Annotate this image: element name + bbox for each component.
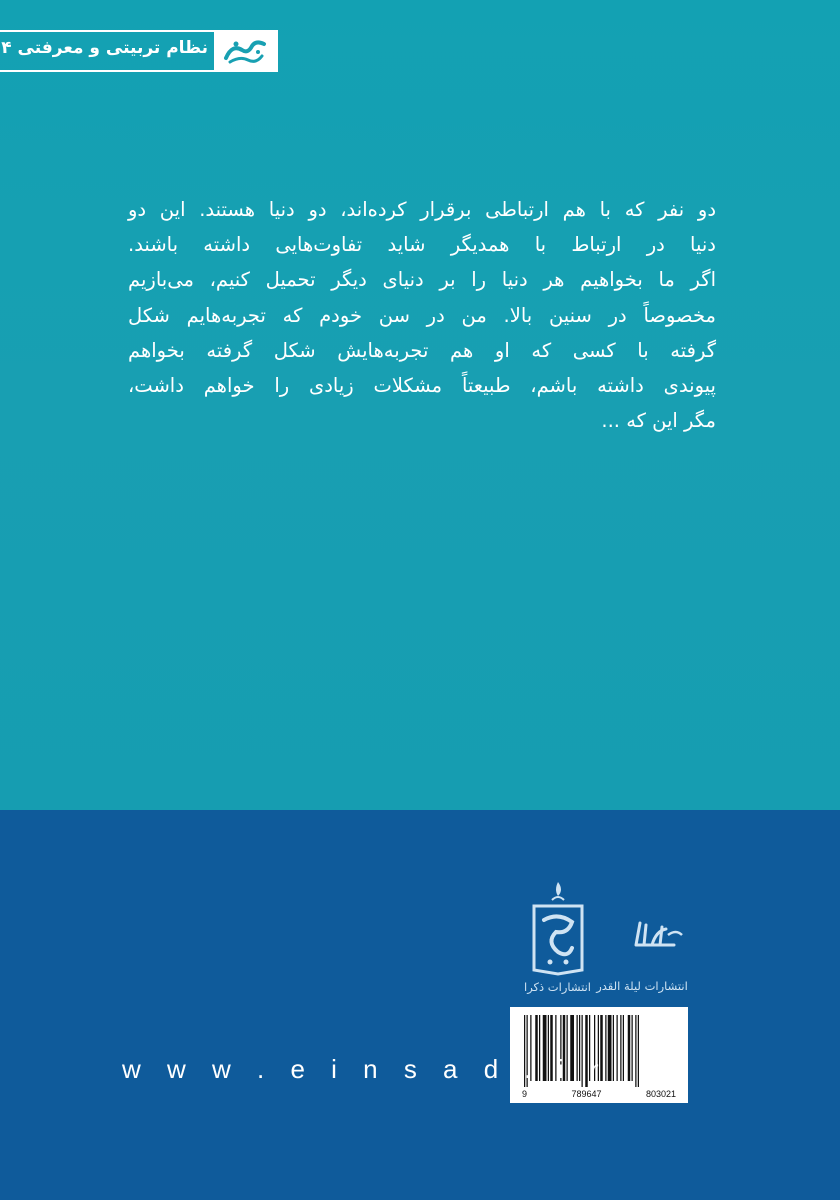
blurb-line: مگر این که ... [601, 409, 716, 433]
laylat-publisher-caption: انتشارات لیلة القدر [596, 979, 688, 993]
website-url[interactable]: w w w . e i n s a d . i r [122, 1054, 609, 1084]
blurb-line: مخصوصاً در سنین بالا. من در سن خودم که تجربه‌هایم شکل [128, 303, 716, 327]
blurb-line: پیوندی داشته باشم، طبیعتاً مشکلات زیادی را خواهم داشت، [128, 374, 716, 398]
series-logo [214, 32, 276, 70]
series-band [0, 30, 278, 72]
zekra-publisher-caption: انتشارات ذکرا [524, 980, 591, 994]
barcode-right-group: 803021 [645, 1089, 676, 1099]
back-cover-blurb [128, 192, 716, 438]
crescent-calligraphy-icon [596, 905, 688, 975]
zekra-emblem-icon [528, 880, 588, 976]
blurb-line: اگر ما بخواهیم هر دنیا را بر دنیای دیگر تحمیل کنیم، می‌بازیم [128, 268, 716, 292]
zekra-publisher-logo [524, 880, 591, 994]
barcode-digits [520, 1089, 678, 1099]
series-logo-icon [222, 36, 268, 66]
blurb-line: دو نفر که با هم ارتباطی برقرار کرده‌اند، دو دنیا هستند. این دو [128, 198, 716, 221]
laylat-publisher-logo [596, 905, 688, 993]
blurb-line: دنیا در ارتباط با همدیگر شاید تفاوت‌هایی داشته باشند. [128, 233, 716, 257]
series-title: نظام تربیتی و معرفتی ۴ [1, 38, 208, 58]
blurb-line: گرفته با کسی که او هم تجربه‌هایش شکل گرفته بخواهم [128, 338, 716, 362]
barcode-left-group: 789647 [571, 1089, 602, 1099]
barcode-first-digit: 9 [522, 1089, 528, 1099]
cover-bottom-panel [0, 810, 840, 1200]
